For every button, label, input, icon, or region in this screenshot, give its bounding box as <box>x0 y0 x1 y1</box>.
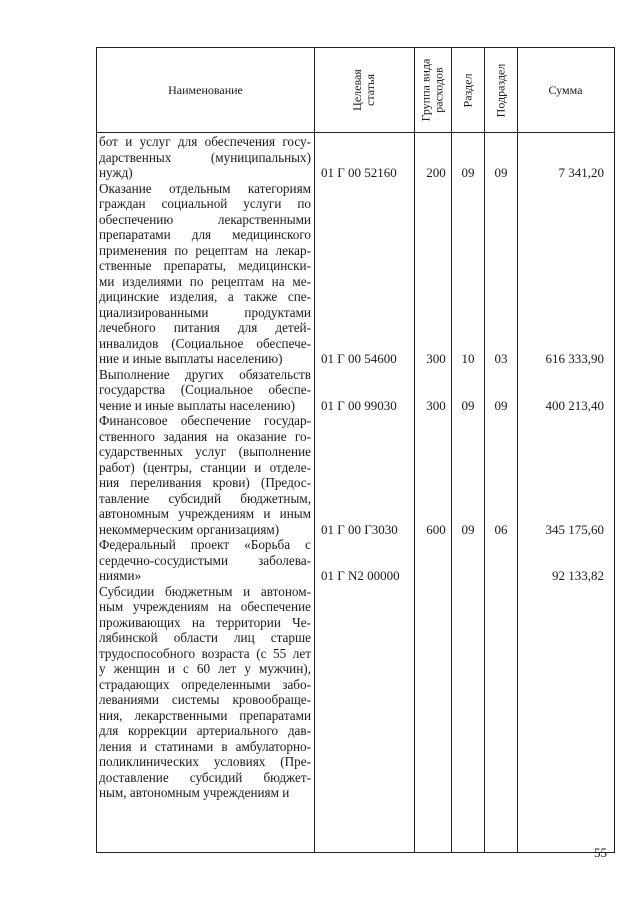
row-name-line: ния переливания крови) (Предос- <box>99 475 311 490</box>
column-divider <box>414 48 415 852</box>
row-name-line: ным учреждениям на обеспечение <box>99 599 311 614</box>
row-name-line: доставление субсидий бюджет- <box>99 769 311 785</box>
header-name <box>97 48 314 132</box>
row-name-line: инвалидов (Социальное обеспече- <box>99 335 311 351</box>
row-name-line: ние и иные выплаты населению) <box>99 351 283 366</box>
row-name <box>99 413 311 537</box>
row-subsection: 09 <box>494 165 508 180</box>
row-name-line: дарственных (муниципальных) <box>99 149 311 165</box>
row-name-line: ниями» <box>99 568 142 583</box>
header-section <box>451 48 484 132</box>
row-name-line: ления и статинами в амбулаторно- <box>99 738 311 754</box>
row-name <box>99 537 311 584</box>
header-group-line1: Группа вида <box>418 58 433 122</box>
row-name-line: ственного задания на оказание го- <box>99 428 311 444</box>
row-name-line: Оказание отдельным категориям <box>99 180 311 196</box>
row-sum: 345 175,60 <box>545 521 604 537</box>
header-divider <box>97 132 614 133</box>
row-section: 09 <box>461 397 475 413</box>
row-name-line: тавление субсидий бюджетным, <box>99 490 311 506</box>
row-name-line: ственные препараты, медицински- <box>99 258 311 273</box>
row-subsection: 09 <box>494 397 508 413</box>
header-sum-text: Сумма <box>548 82 583 97</box>
header-target-line1: Целевая <box>349 69 364 111</box>
header-target-article <box>314 48 414 132</box>
row-name-line: Субсидии бюджетным и автоном- <box>99 583 311 599</box>
column-divider <box>484 48 485 852</box>
header-group-line2: расходов <box>431 67 446 113</box>
row-name-line: сердечно-сосудистыми заболева- <box>99 552 311 568</box>
row-name-line: применения по рецептам на лекар- <box>99 242 311 258</box>
row-name-line: проживающих на территории Че- <box>99 614 311 630</box>
budget-table <box>96 47 615 853</box>
page-number: 55 <box>594 845 607 860</box>
row-subsection: 03 <box>494 351 508 366</box>
row-name-line: лечебного питания для детей- <box>99 320 311 335</box>
row-target-article: 01 Г 00 52160 <box>321 165 397 180</box>
row-name-line: чение и иные выплаты населению) <box>99 397 295 413</box>
header-subsection-text: Подраздел <box>493 63 508 117</box>
row-name-line: лябинской области лиц старше <box>99 630 311 645</box>
row-name <box>99 181 311 367</box>
row-name <box>99 367 311 414</box>
row-name-line: циализированными продуктами <box>99 304 311 320</box>
column-divider <box>451 48 452 852</box>
row-name-line: для коррекции артериального дав- <box>99 723 311 738</box>
row-name-line: Федеральный проект «Борьба с <box>99 537 311 552</box>
row-name-line: сударственных услуг (выполнение <box>99 444 311 459</box>
row-name-line: бот и услуг для обеспечения госу- <box>99 134 311 149</box>
row-target-article: 01 Г 00 99030 <box>321 397 397 413</box>
row-expense-group: 200 <box>426 165 446 180</box>
row-name-line: ния, лекарственными препаратами <box>99 707 311 723</box>
row-name-line: у женщин и с 60 лет у мужчин), <box>99 661 311 676</box>
row-name-line: работ) (центры, станции и отделе- <box>99 459 311 475</box>
row-sum: 7 341,20 <box>558 165 604 180</box>
row-name-line: поликлинических условиях (Пре- <box>99 754 311 769</box>
row-section: 10 <box>461 351 475 366</box>
row-name-line: некоммерческим организациям) <box>99 521 280 537</box>
row-name-line: трудоспособного возраста (с 55 лет <box>99 645 311 661</box>
row-name-line: Финансовое обеспечение государ- <box>99 413 311 428</box>
row-name-line: страдающих определенными забо- <box>99 676 311 692</box>
header-target-line2: статья <box>362 74 377 106</box>
row-subsection: 06 <box>494 521 508 537</box>
header-section-text: Раздел <box>460 73 475 107</box>
row-name-line: леваниями системы кровообраще- <box>99 692 311 707</box>
row-name-line: обеспечению лекарственными <box>99 211 311 227</box>
row-target-article: 01 Г 00 Г3030 <box>321 521 398 537</box>
row-sum: 616 333,90 <box>545 351 604 366</box>
column-divider <box>314 48 315 852</box>
row-sum: 400 213,40 <box>545 397 604 413</box>
header-subsection <box>484 48 517 132</box>
row-name-line: дицинские изделия, а также спе- <box>99 289 311 304</box>
row-sum: 92 133,82 <box>552 568 604 583</box>
row-name-line: нужд) <box>99 165 133 180</box>
row-name <box>99 134 311 181</box>
column-divider <box>517 48 518 852</box>
row-name-line: ми изделиями по рецептам на ме- <box>99 273 311 289</box>
header-sum <box>517 48 614 132</box>
row-name-line: ным, автономным учреждениям и <box>99 785 290 800</box>
row-expense-group: 300 <box>426 397 446 413</box>
row-section: 09 <box>461 521 475 537</box>
row-name-line: граждан социальной услуги по <box>99 196 311 211</box>
row-name <box>99 584 311 801</box>
row-expense-group: 600 <box>426 521 446 537</box>
row-target-article: 01 Г N2 00000 <box>321 568 400 583</box>
row-expense-group: 300 <box>426 351 446 366</box>
header-name-text: Наименование <box>168 82 243 97</box>
row-name-line: автономным учреждениям и иным <box>99 506 311 521</box>
row-name-line: государства (Социальное обеспе- <box>99 382 311 397</box>
row-name-line: препаратами для медицинского <box>99 227 311 242</box>
row-target-article: 01 Г 00 54600 <box>321 351 397 366</box>
row-section: 09 <box>461 165 475 180</box>
row-name-line: Выполнение других обязательств <box>99 366 311 382</box>
header-expense-group <box>414 48 451 132</box>
